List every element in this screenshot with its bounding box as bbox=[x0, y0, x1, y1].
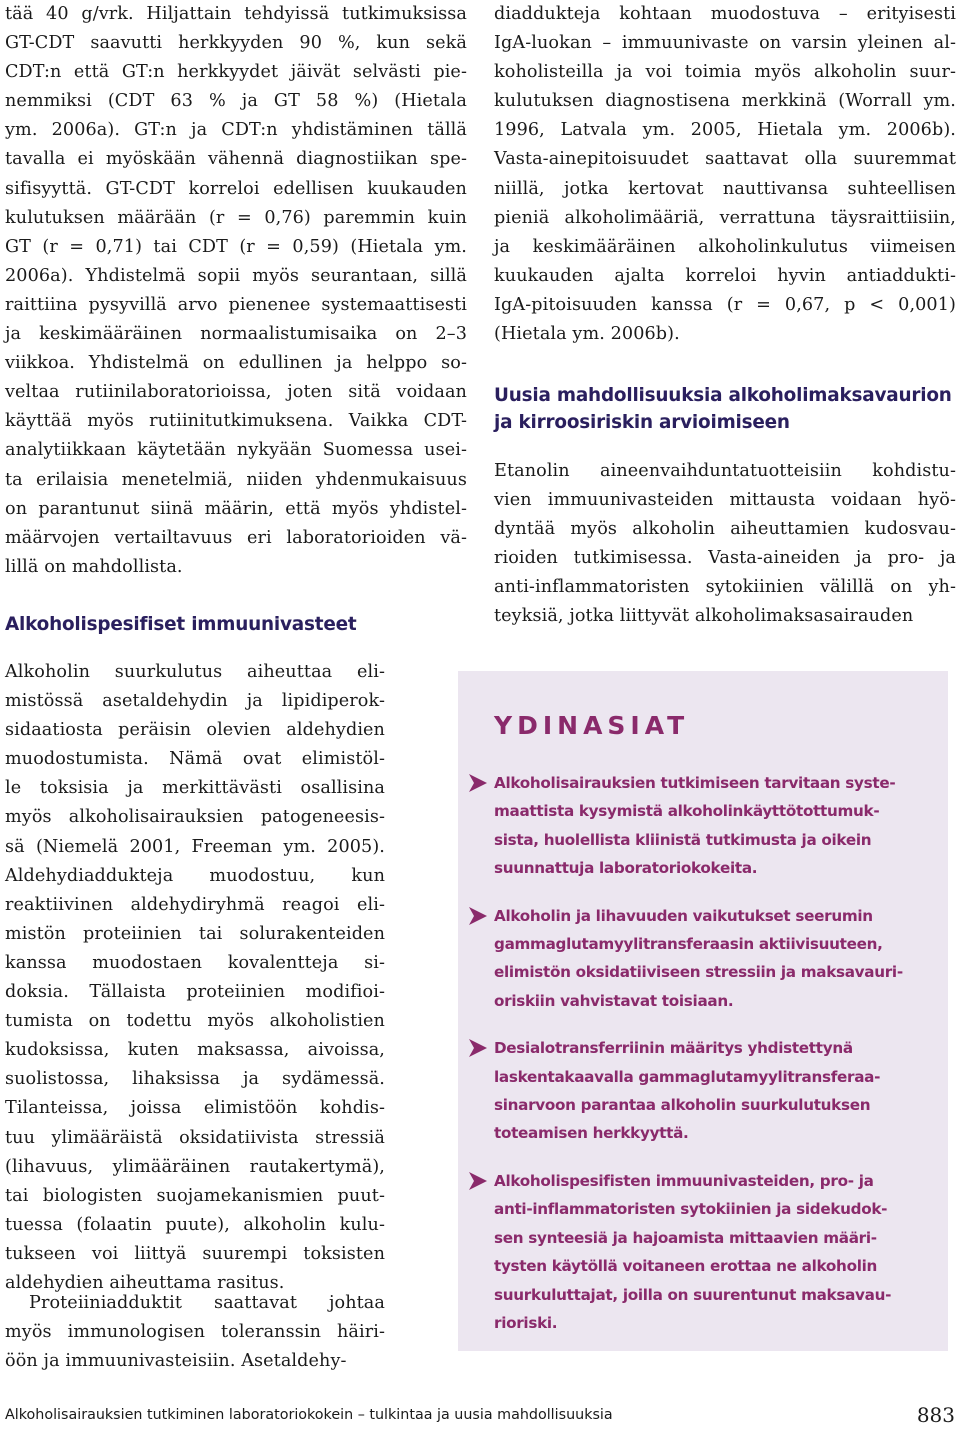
text-line: kudoksissa, kuten maksassa, aivoissa, bbox=[5, 1040, 385, 1061]
key-point-text bbox=[494, 902, 944, 1016]
text-line: rioiden tutkimisessa. Vasta-aineiden ja pro- ja bbox=[494, 548, 956, 569]
text-line: IgA-pitoisuuden kanssa (r = 0,67, p < 0,001) bbox=[494, 294, 956, 315]
text-line: määrvojen vertailtavuus eri laboratorioiden vä- bbox=[5, 527, 467, 548]
key-point-item bbox=[464, 769, 944, 883]
right-paragraph-1 bbox=[494, 0, 956, 349]
text-line: pieniä alkoholimääriä, verrattuna täysraittiisiin, bbox=[494, 207, 956, 228]
text-line: myös immunologisen toleranssin häiri- bbox=[5, 1322, 385, 1343]
key-point-line: oriskiin vahvistavat toisiaan. bbox=[494, 991, 734, 1010]
text-line: niillä, jotka kertovat nauttivansa suhteellisen bbox=[494, 178, 956, 199]
key-point-line: elimistön oksidatiiviseen stressiin ja maksavauri- bbox=[494, 963, 903, 982]
text-line: kanssa muodostaen kovalentteja si- bbox=[5, 952, 385, 973]
left-paragraph-2 bbox=[5, 658, 385, 1298]
text-line: tuessa (folaatin puute), alkoholin kulu- bbox=[5, 1214, 385, 1235]
arrowhead-bullet-icon bbox=[468, 773, 488, 793]
key-point-line: anti-inflammatoristen sytokiinien ja sidekudok- bbox=[494, 1200, 888, 1219]
section-heading-immune-responses: Alkoholispesifiset immuunivasteet bbox=[5, 614, 357, 635]
text-line: diaddukteja kohtaan muodostuva – erityisesti bbox=[494, 4, 956, 24]
key-point-line: sen synteesiä ja hajoamista mittaavien määri- bbox=[494, 1228, 877, 1247]
text-line: viikkoa. Yhdistelmä on edullinen ja helppo so- bbox=[5, 353, 467, 374]
key-point-text bbox=[494, 1167, 944, 1337]
key-point-item bbox=[464, 1034, 944, 1148]
text-line: öön ja immuunivasteisiin. Asetaldehy- bbox=[5, 1351, 347, 1372]
key-point-item bbox=[464, 902, 944, 1016]
text-line: (lihavuus, ylimääräinen rautakertymä), bbox=[5, 1156, 385, 1177]
text-line: kulutuksen määrään (r = 0,76) paremmin kuin bbox=[5, 207, 467, 228]
text-line: veltaa rutiinilaboratorioissa, joten sitä voidaan bbox=[5, 382, 467, 403]
text-line: nemmiksi (CDT 63 % ja GT 58 %) (Hietala bbox=[5, 91, 467, 112]
text-line: doksia. Tällaista proteiinien modifioi- bbox=[5, 982, 385, 1003]
left-paragraph-3 bbox=[5, 1289, 385, 1376]
text-line: sä (Niemelä 2001, Freeman ym. 2005). bbox=[5, 836, 385, 857]
text-line: käyttää myös rutiinitutkimuksena. Vaikka CDT- bbox=[5, 411, 467, 432]
arrowhead-bullet-icon bbox=[468, 1171, 488, 1191]
text-line: myös alkoholisairauksien patogeneesis- bbox=[5, 807, 385, 828]
text-line: analytiikkaan käytetään nykyään Suomessa usei- bbox=[5, 440, 467, 461]
text-line: Proteiiniadduktit saattavat johtaa bbox=[29, 1293, 385, 1313]
left-paragraph-1 bbox=[5, 0, 467, 582]
text-line: 1996, Latvala ym. 2005, Hietala ym. 2006b). bbox=[494, 120, 956, 141]
text-line: muodostumista. Nämä ovat elimistöl- bbox=[5, 749, 385, 770]
key-point-line: laskentakaavalla gammaglutamyylitransferaa- bbox=[494, 1067, 881, 1086]
page-number: 883 bbox=[916, 1403, 955, 1427]
key-point-line: toteamisen herkkyyttä. bbox=[494, 1124, 689, 1143]
text-line: le toksisia ja merkittävästi osallisina bbox=[5, 778, 385, 799]
text-line: tuu ylimääräistä oksidatiivista stressiä bbox=[5, 1127, 385, 1148]
key-point-line: sista, huolellista kliinistä tutkimusta ja oikein bbox=[494, 830, 872, 849]
key-point-text bbox=[494, 769, 944, 883]
key-point-line: Alkoholispesifisten immuunivasteiden, pro- ja bbox=[494, 1171, 874, 1190]
key-point-line: sinarvoon parantaa alkoholin suurkulutuksen bbox=[494, 1096, 871, 1115]
text-line: lillä on mahdollista. bbox=[5, 556, 183, 577]
key-point-line: suurkuluttajat, joilla on suurentunut maksavau- bbox=[494, 1285, 892, 1304]
key-point-line: tysten käytöllä voitaneen erottaa ne alkoholin bbox=[494, 1257, 878, 1276]
key-point-line: Desialotransferriinin määritys yhdistettynä bbox=[494, 1039, 853, 1058]
text-line: tai biologisten suojamekanismien puut- bbox=[5, 1185, 385, 1206]
text-line: aldehydien aiheuttama rasitus. bbox=[5, 1272, 285, 1293]
text-line: ja keskimääräinen alkoholinkulutus viimeisen bbox=[494, 236, 956, 257]
section-heading-new-possibilities bbox=[494, 382, 952, 436]
key-points-box bbox=[458, 663, 948, 1351]
text-line: Aldehydiaddukteja muodostuu, kun bbox=[5, 865, 385, 886]
text-line: ja keskimääräinen normaalistumisaika on 2–3 bbox=[5, 324, 467, 345]
text-line: IgA-luokan – immuunivaste on varsin yleinen al- bbox=[494, 33, 956, 54]
key-point-line: rioriski. bbox=[494, 1313, 558, 1332]
text-line: anti-inflammatoristen sytokiinien välillä on yh- bbox=[494, 577, 956, 598]
text-line: tää 40 g/vrk. Hiljattain tehdyissä tutkimuksissa bbox=[5, 4, 467, 24]
text-line: mistössä asetaldehydin ja lipidiperok- bbox=[5, 691, 385, 712]
key-points-title: YDINASIAT bbox=[494, 711, 690, 740]
text-line: vien immuunivasteiden mittausta voidaan hyö- bbox=[494, 490, 956, 511]
right-paragraph-2 bbox=[494, 457, 956, 632]
text-line: CDT:n että GT:n herkkyydet jäivät selvästi pie- bbox=[5, 62, 467, 83]
key-point-line: gammaglutamyylitransferaasin aktiivisuuteen, bbox=[494, 935, 883, 954]
text-line: sidaatiosta peräisin olevien aldehydien bbox=[5, 720, 385, 741]
text-line: Alkoholin suurkulutus aiheuttaa eli- bbox=[5, 662, 385, 682]
text-line: kuukauden ajalta korreloi hyvin antiaddukti- bbox=[494, 265, 956, 286]
key-point-line: suunnattuja laboratoriokokeita. bbox=[494, 859, 758, 878]
text-line: Etanolin aineenvaihduntatuotteisiin kohdistu- bbox=[494, 461, 956, 481]
text-line: tavalla ei myöskään vähennä diagnostiikan spe- bbox=[5, 149, 467, 170]
text-line: ym. 2006a). GT:n ja CDT:n yhdistäminen tällä bbox=[5, 120, 467, 141]
key-point-line: maattista kysymistä alkoholinkäyttötottumuk- bbox=[494, 802, 880, 821]
text-line: sifisyyttä. GT-CDT korreloi edellisen kuukauden bbox=[5, 178, 467, 199]
key-point-line: Alkoholin ja lihavuuden vaikutukset seerumin bbox=[494, 906, 873, 925]
text-line: koholisteilla ja voi toimia myös alkoholin suur- bbox=[494, 62, 956, 83]
text-line: on parantunut siinä määrin, että myös yhdistel- bbox=[5, 498, 467, 519]
text-line: teyksiä, jotka liittyvät alkoholimaksasairauden bbox=[494, 606, 914, 627]
heading-line: ja kirroosiriskin arvioimiseen bbox=[494, 412, 790, 433]
text-line: suolistossa, lihaksissa ja sydämessä. bbox=[5, 1069, 385, 1090]
key-point-line: Alkoholisairauksien tutkimiseen tarvitaan syste- bbox=[494, 774, 896, 792]
text-line: GT (r = 0,71) tai CDT (r = 0,59) (Hietala ym. bbox=[5, 236, 467, 257]
text-line: GT-CDT saavutti herkkyyden 90 %, kun sekä bbox=[5, 33, 467, 54]
text-line: ta erilaisia menetelmiä, niiden yhdenmukaisuus bbox=[5, 469, 467, 490]
text-line: Tilanteissa, joissa elimistöön kohdis- bbox=[5, 1098, 385, 1119]
heading-line: Uusia mahdollisuuksia alkoholimaksavaurion bbox=[494, 385, 952, 406]
text-line: dyntää myös alkoholin aiheuttamien kudosvau- bbox=[494, 519, 956, 540]
text-line: mistön proteiinien tai solurakenteiden bbox=[5, 923, 385, 944]
footer-title: Alkoholisairauksien tutkiminen laboratoriokokein – tulkintaa ja uusia mahdollisuuksia bbox=[5, 1407, 613, 1423]
arrowhead-bullet-icon bbox=[468, 906, 488, 926]
text-line: tumista on todettu myös alkoholistien bbox=[5, 1011, 385, 1032]
text-line: raittiina pysyvillä arvo pienenee systemaattisesti bbox=[5, 294, 467, 315]
text-line: Vasta-ainepitoisuudet saattavat olla suuremmat bbox=[494, 149, 956, 170]
text-line: 2006a). Yhdistelmä sopii myös seurantaan, sillä bbox=[5, 265, 467, 286]
arrowhead-bullet-icon bbox=[468, 1038, 488, 1058]
key-points-list bbox=[464, 769, 944, 1356]
key-point-item bbox=[464, 1167, 944, 1337]
key-point-text bbox=[494, 1034, 944, 1148]
text-line: kulutuksen diagnostisena merkkinä (Worrall ym. bbox=[494, 91, 956, 112]
text-line: tukseen voi liittyä suurempi toksisten bbox=[5, 1243, 385, 1264]
text-line: reaktiivinen aldehydiryhmä reagoi eli- bbox=[5, 894, 385, 915]
text-line: (Hietala ym. 2006b). bbox=[494, 324, 680, 345]
